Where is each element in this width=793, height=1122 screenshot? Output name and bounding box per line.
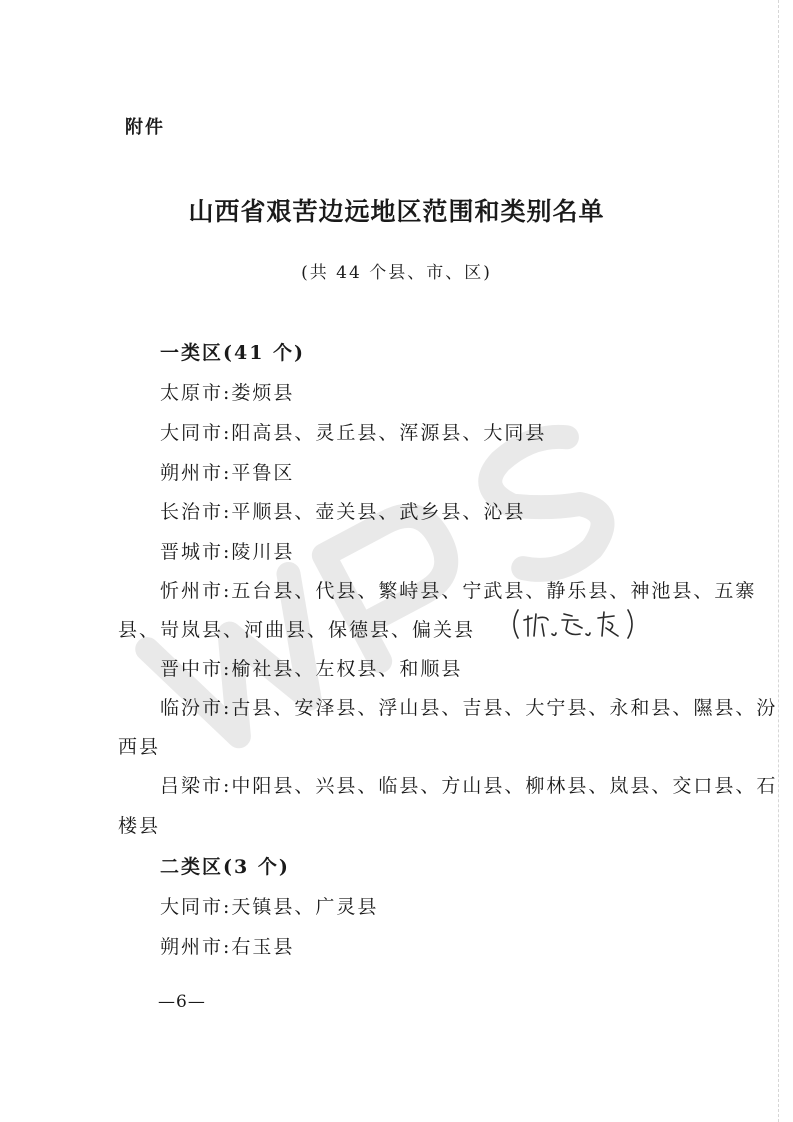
list-item: 吕梁市:中阳县、兴县、临县、方山县、柳林县、岚县、交口县、石 xyxy=(160,775,778,797)
list-item-continuation: 西县 xyxy=(118,736,161,758)
page-number: —6— xyxy=(158,992,206,1012)
list-item: 忻州市:五台县、代县、繁峙县、宁武县、静乐县、神池县、五寨 xyxy=(160,580,757,602)
list-item-continuation: 县、岢岚县、河曲县、保德县、偏关县 xyxy=(118,619,476,641)
list-item: 晋城市:陵川县 xyxy=(160,541,295,563)
scan-edge-marks xyxy=(772,0,779,1122)
list-item: 长治市:平顺县、壶关县、武乡县、沁县 xyxy=(160,501,526,523)
list-item: 大同市:天镇县、广灵县 xyxy=(160,896,379,918)
attachment-label: 附件 xyxy=(125,117,165,138)
category-heading-class-one: 一类区(41 个) xyxy=(160,342,306,364)
document-subtitle: (共 44 个县、市、区) xyxy=(301,263,492,283)
handwritten-annotation xyxy=(508,606,638,642)
document-title: 山西省艰苦边远地区范围和类别名单 xyxy=(188,197,605,226)
list-item: 大同市:阳高县、灵丘县、浑源县、大同县 xyxy=(160,422,547,444)
category-heading-class-two: 二类区(3 个) xyxy=(160,856,290,878)
list-item: 朔州市:平鲁区 xyxy=(160,462,295,484)
list-item: 朔州市:右玉县 xyxy=(160,936,295,958)
list-item: 晋中市:榆社县、左权县、和顺县 xyxy=(160,658,463,680)
list-item-continuation: 楼县 xyxy=(118,815,161,837)
list-item: 太原市:娄烦县 xyxy=(160,382,295,404)
list-item: 临汾市:古县、安泽县、浮山县、吉县、大宁县、永和县、隰县、汾 xyxy=(160,697,778,719)
